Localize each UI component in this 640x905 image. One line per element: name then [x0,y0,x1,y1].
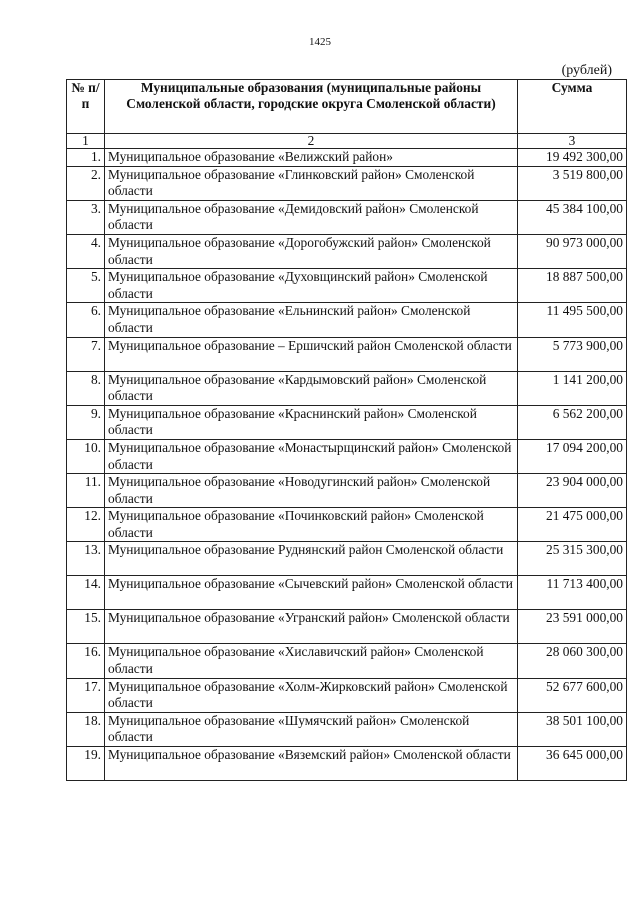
amount: 17 094 200,00 [518,439,627,473]
row-number: 4. [67,234,105,268]
row-number: 18. [67,712,105,746]
amount: 11 713 400,00 [518,576,627,610]
amount: 36 645 000,00 [518,747,627,781]
municipality-name: Муниципальное образование «Ельнинский район» Смоленской области [105,303,518,337]
amount: 28 060 300,00 [518,644,627,678]
municipality-name: Муниципальное образование «Кардымовский район» Смоленской области [105,371,518,405]
municipality-name: Муниципальное образование – Ершичский район Смоленской области [105,337,518,371]
row-number: 13. [67,542,105,576]
header-number: № п/п [67,80,105,134]
table-row [67,149,627,167]
municipality-name: Муниципальное образование «Духовщинский район» Смоленской области [105,269,518,303]
municipality-name: Муниципальное образование «Вяземский район» Смоленской области [105,747,518,781]
amount: 11 495 500,00 [518,303,627,337]
row-number: 9. [67,405,105,439]
table-row [67,200,627,234]
amount: 45 384 100,00 [518,200,627,234]
page-number: 1425 [309,36,331,48]
table-row [67,712,627,746]
amount: 6 562 200,00 [518,405,627,439]
row-number: 6. [67,303,105,337]
table-row [67,303,627,337]
amount: 18 887 500,00 [518,269,627,303]
column-index-row [67,134,627,149]
unit-label: (рублей) [561,63,612,78]
table-row [67,610,627,644]
header-row [67,80,627,134]
amount: 1 141 200,00 [518,371,627,405]
column-index-2: 2 [105,134,518,149]
column-index-3: 3 [518,134,627,149]
table-row [67,371,627,405]
amount: 3 519 800,00 [518,166,627,200]
table-row [67,678,627,712]
row-number: 11. [67,474,105,508]
row-number: 7. [67,337,105,371]
row-number: 17. [67,678,105,712]
allocation-table [66,79,627,781]
table-row [67,474,627,508]
table-row [67,166,627,200]
row-number: 1. [67,149,105,167]
municipality-name: Муниципальное образование «Сычевский район» Смоленской области [105,576,518,610]
amount: 23 904 000,00 [518,474,627,508]
municipality-name: Муниципальное образование «Краснинский район» Смоленской области [105,405,518,439]
table-row [67,405,627,439]
row-number: 8. [67,371,105,405]
table-body [67,134,627,781]
table-row [67,337,627,371]
row-number: 3. [67,200,105,234]
municipality-name: Муниципальное образование «Шумячский район» Смоленской области [105,712,518,746]
municipality-name: Муниципальное образование «Починковский район» Смоленской области [105,508,518,542]
amount: 52 677 600,00 [518,678,627,712]
header-sum: Сумма [518,80,627,134]
amount: 25 315 300,00 [518,542,627,576]
header-municipality: Муниципальные образования (муниципальные районы Смоленской области, городские округа Смоленской области) [105,80,518,134]
column-index-1: 1 [67,134,105,149]
amount: 19 492 300,00 [518,149,627,167]
amount: 90 973 000,00 [518,234,627,268]
row-number: 19. [67,747,105,781]
row-number: 12. [67,508,105,542]
table-row [67,576,627,610]
table-row [67,439,627,473]
amount: 5 773 900,00 [518,337,627,371]
table-row [67,747,627,781]
table-row [67,234,627,268]
municipality-name: Муниципальное образование «Дорогобужский район» Смоленской области [105,234,518,268]
amount: 38 501 100,00 [518,712,627,746]
municipality-name: Муниципальное образование «Холм-Жирковский район» Смоленской области [105,678,518,712]
table-row [67,644,627,678]
row-number: 16. [67,644,105,678]
table-row [67,508,627,542]
amount: 23 591 000,00 [518,610,627,644]
municipality-name: Муниципальное образование «Монастырщинский район» Смоленской области [105,439,518,473]
municipality-name: Муниципальное образование «Новодугинский район» Смоленской области [105,474,518,508]
amount: 21 475 000,00 [518,508,627,542]
municipality-name: Муниципальное образование «Угранский район» Смоленской области [105,610,518,644]
row-number: 2. [67,166,105,200]
table-row [67,542,627,576]
municipality-name: Муниципальное образование «Демидовский район» Смоленской области [105,200,518,234]
municipality-name: Муниципальное образование «Хиславичский район» Смоленской области [105,644,518,678]
row-number: 14. [67,576,105,610]
row-number: 5. [67,269,105,303]
municipality-name: Муниципальное образование «Глинковский район» Смоленской области [105,166,518,200]
row-number: 10. [67,439,105,473]
row-number: 15. [67,610,105,644]
municipality-name: Муниципальное образование Руднянский район Смоленской области [105,542,518,576]
table-row [67,269,627,303]
municipality-name: Муниципальное образование «Велижский район» [105,149,518,167]
